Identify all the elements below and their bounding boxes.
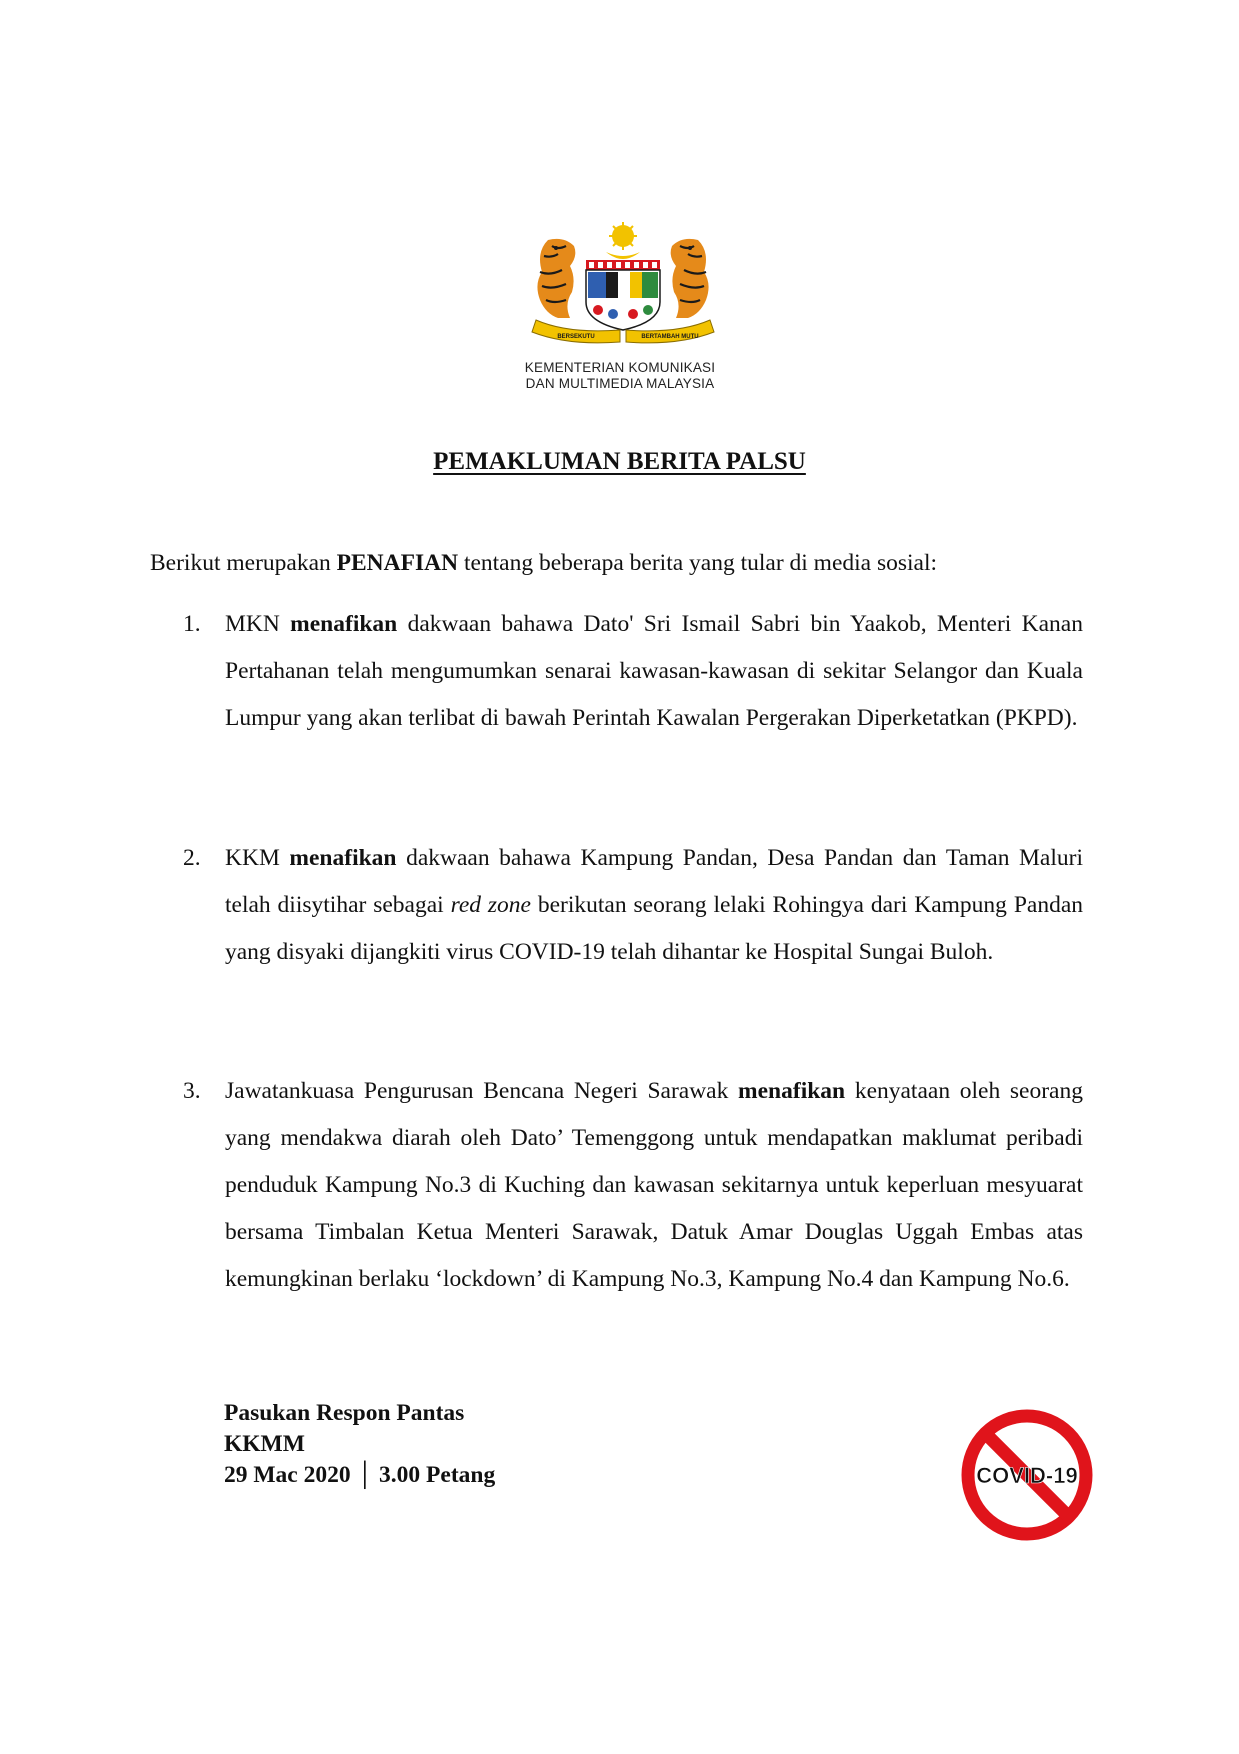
- motto-left: BERSEKUTU: [557, 334, 595, 340]
- signature-block: [224, 1398, 495, 1491]
- right-tiger-icon: [671, 239, 709, 318]
- list-item-lead: MKN: [225, 611, 291, 637]
- intro-text-after: tentang beberapa berita yang tular di media sosial:: [458, 550, 938, 576]
- badge-text: COVID-19: [976, 1463, 1078, 1488]
- list-item-text: [225, 601, 1083, 742]
- signature-separator: │: [356, 1462, 374, 1488]
- no-covid-badge-icon: [960, 1408, 1094, 1542]
- list-item-rest-a: dakwaan bahawa Kampung Pandan, Desa Pandan dan Taman Maluri telah diisytihar sebagai: [225, 845, 1083, 918]
- star-crescent-icon: [606, 222, 640, 259]
- list-item-rest: dakwaan bahawa Dato' Sri Ismail Sabri bin Yaakob, Menteri Kanan Pertahanan telah mengumumkan senarai kawasan-kawasan di sekitar Selangor dan Kuala Lumpur yang akan terlibat di bawah Perintah Kawalan Pergerakan Diperketatkan (PKPD).: [225, 611, 1083, 731]
- shield-icon: [586, 260, 660, 330]
- ministry-name: [480, 360, 760, 392]
- intro-paragraph: [150, 548, 1090, 578]
- intro-bold-text: PENAFIAN: [336, 550, 459, 576]
- ministry-name-line2: DAN MULTIMEDIA MALAYSIA: [525, 376, 715, 391]
- list-item-bold: menafikan: [738, 1078, 846, 1104]
- coat-of-arms-logo: [528, 222, 718, 347]
- ministry-name-line1: KEMENTERIAN KOMUNIKASI: [524, 360, 716, 375]
- signature-datetime: [224, 1460, 495, 1491]
- list-item: [183, 835, 1083, 976]
- list-item-text: [225, 835, 1083, 976]
- list-item-lead: KKM: [225, 845, 290, 871]
- list-item-rest: kenyataan oleh seorang yang mendakwa diarah oleh Dato’ Temenggong untuk mendapatkan maklumat peribadi penduduk Kampung No.3 di Kuching dan kawasan sekitarnya untuk keperluan mesyuarat bersama Timbalan Ketua Menteri Sarawak, Datuk Amar Douglas Uggah Embas atas kemungkinan berlaku ‘lockdown’ di Kampung No.3, Kampung No.4 dan Kampung No.6.: [225, 1078, 1083, 1292]
- list-item: [183, 601, 1083, 742]
- list-item-number: 1.: [183, 611, 201, 637]
- signature-time: 3.00 Petang: [379, 1462, 496, 1488]
- list-item-lead: Jawatankuasa Pengurusan Bencana Negeri Sarawak: [225, 1078, 739, 1104]
- list-item: [183, 1068, 1083, 1303]
- list-item-number: 3.: [183, 1078, 201, 1104]
- signature-date: 29 Mac 2020: [224, 1462, 351, 1488]
- document-title: PEMAKLUMAN BERITA PALSU: [433, 448, 806, 475]
- list-item-number: 2.: [183, 845, 201, 871]
- intro-text-before: Berikut merupakan: [150, 550, 337, 576]
- motto-right: BERTAMBAH MUTU: [641, 334, 699, 340]
- list-item-rest-b: berikutan seorang lelaki Rohingya dari Kampung Pandan yang disyaki dijangkiti virus COVID-19 telah dihantar ke Hospital Sungai Buloh.: [225, 892, 1083, 965]
- signature-team: Pasukan Respon Pantas: [224, 1400, 465, 1426]
- left-tiger-icon: [537, 239, 575, 318]
- signature-org: KKMM: [224, 1431, 305, 1457]
- list-item-bold: menafikan: [290, 611, 398, 637]
- list-item-italic: red zone: [450, 892, 531, 918]
- list-item-text: [225, 1068, 1083, 1303]
- list-item-bold: menafikan: [289, 845, 397, 871]
